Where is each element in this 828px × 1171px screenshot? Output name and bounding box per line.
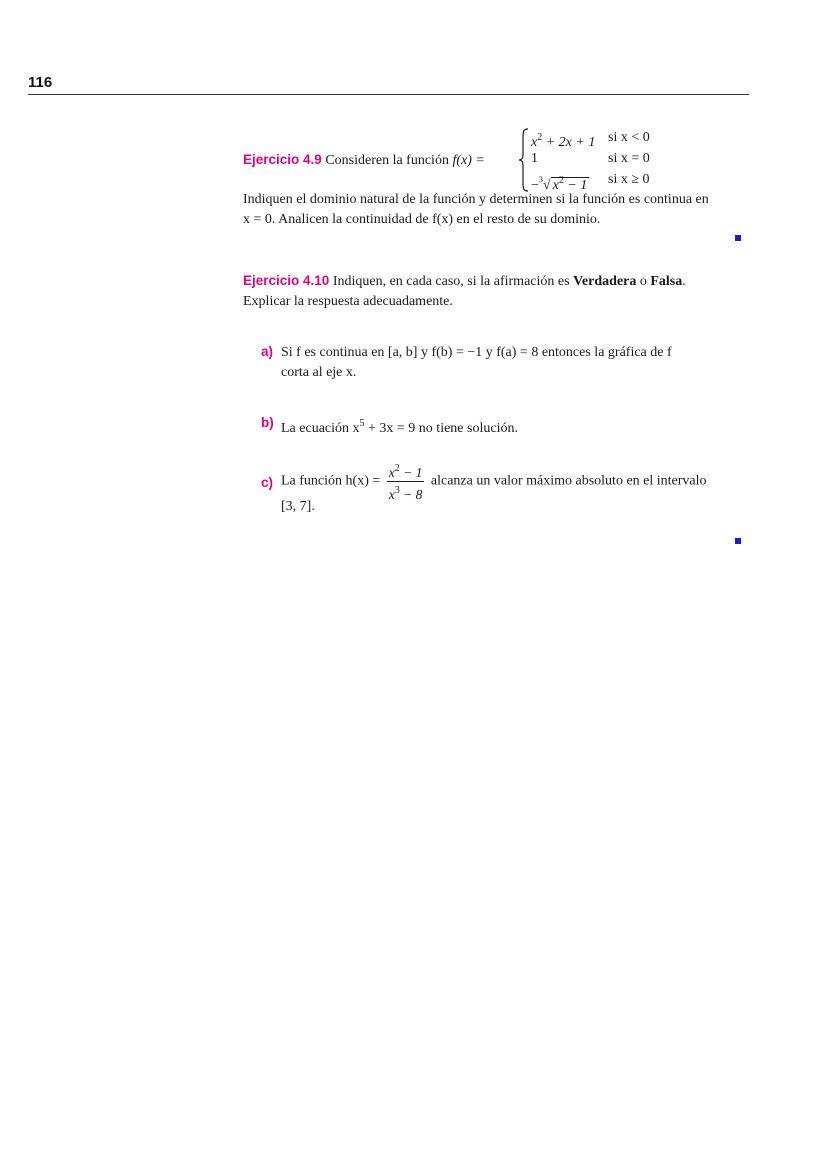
page-number: 116 bbox=[28, 74, 53, 91]
exercise-label: Ejercicio 4.10 bbox=[243, 273, 330, 288]
exercise-4-9-body bbox=[243, 190, 746, 230]
item-b-text: La ecuación $x^5 + 3x = 9$ no tiene solución. bbox=[281, 418, 518, 436]
exercise-lead: Indiquen, en cada caso, si la afirmación es bbox=[332, 274, 570, 289]
case-condition: si x < 0 bbox=[608, 130, 650, 145]
item-a-text bbox=[281, 343, 746, 383]
header-rule bbox=[28, 94, 749, 95]
case-expression: $x^2 + 2x + 1$ bbox=[531, 132, 596, 150]
exercise-instruction: Explicar la respuesta adecuadamente. bbox=[243, 294, 453, 309]
item-line: corta al eje x. bbox=[281, 365, 357, 380]
case-condition: si x = 0 bbox=[608, 151, 650, 166]
case-expression: −$^3$√ $x^2 - 1$ bbox=[531, 175, 588, 193]
exercise-4-10-heading: Ejercicio 4.10 Indiquen, en cada caso, si la afirmación es Verdadera o Falsa. Explicar la respuesta adecuadamente. bbox=[243, 271, 746, 312]
root-index: 3 bbox=[538, 175, 543, 184]
false-keyword: Falsa bbox=[650, 274, 683, 289]
true-keyword: Verdadera bbox=[573, 274, 637, 289]
item-label-c: c) bbox=[261, 475, 274, 490]
item-c-lead: La función h(x) = bbox=[281, 473, 381, 489]
piecewise-brace bbox=[518, 128, 530, 192]
or-word: o bbox=[639, 274, 647, 289]
qed-square-icon bbox=[735, 538, 741, 544]
item-line: Si f es continua en [a, b] y f(b) = −1 y f(a) = 8 entonces la gráfica de f bbox=[281, 345, 672, 360]
fraction: $\frac{x^2 - 1}{x^3 - 8}$ bbox=[387, 460, 425, 503]
item-c-line2: [3, 7]. bbox=[281, 499, 315, 514]
item-label-b: b) bbox=[261, 415, 274, 430]
case-expression: 1 bbox=[531, 151, 538, 166]
exercise-4-9-heading bbox=[243, 150, 746, 171]
body-line: Indiquen el dominio natural de la función y determinen si la función es continua en bbox=[243, 192, 709, 207]
radical-sign-icon: √ bbox=[542, 178, 551, 193]
function-name: f(x) = bbox=[452, 153, 485, 168]
case-condition: si x ≥ 0 bbox=[608, 172, 650, 187]
exercise-label: Ejercicio 4.9 bbox=[243, 152, 322, 167]
item-label-a: a) bbox=[261, 344, 274, 359]
exercise-lead: Consideren la función bbox=[325, 153, 449, 168]
body-line: x = 0. Analicen la continuidad de f(x) en el resto de su dominio. bbox=[243, 212, 601, 227]
qed-square-icon bbox=[735, 235, 741, 241]
item-c-tail: alcanza un valor máximo absoluto en el intervalo bbox=[430, 473, 707, 489]
